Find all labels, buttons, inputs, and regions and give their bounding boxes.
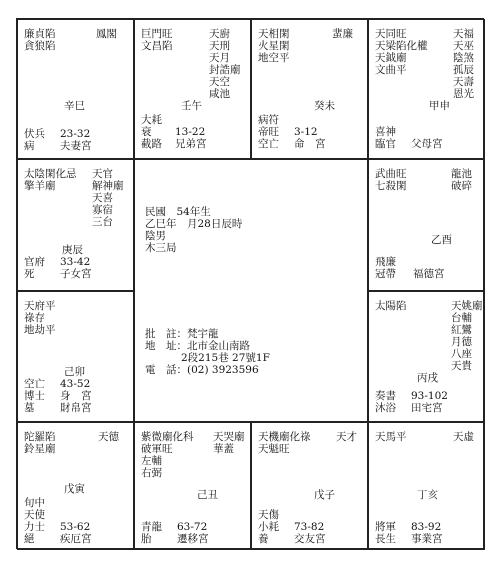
stem-branch: 丁亥 bbox=[417, 489, 438, 501]
palace-chen bbox=[17, 159, 134, 291]
minor-star: 截路 bbox=[141, 138, 162, 150]
minor-star: 青龍 bbox=[141, 521, 162, 533]
star: 陀羅陷 bbox=[24, 431, 56, 443]
ziwei-chart bbox=[16, 18, 484, 549]
star: 武曲旺 bbox=[375, 168, 407, 180]
life-stage: 長生 bbox=[375, 533, 396, 545]
life-stage: 絕 bbox=[24, 533, 35, 545]
stem-branch: 己卯 bbox=[64, 366, 85, 378]
life-stage: 病 bbox=[24, 140, 35, 152]
star: 天鉞廟 bbox=[375, 52, 407, 64]
stem-branch: 庚辰 bbox=[62, 244, 83, 256]
age-range: 73-82 bbox=[294, 521, 325, 533]
star: 七殺閑 bbox=[375, 180, 407, 192]
palace-you bbox=[368, 159, 485, 291]
star: 鳳閣 bbox=[96, 28, 117, 40]
minor-star: 喜神 bbox=[375, 126, 396, 138]
star: 天虛 bbox=[453, 431, 474, 443]
age-range: 83-92 bbox=[411, 521, 442, 533]
star: 天同旺 bbox=[375, 28, 407, 40]
phone: 電 話：(02) 3923596 bbox=[145, 364, 259, 376]
address-line2: 2段215巷 27號1F bbox=[181, 352, 270, 364]
minor-star: 飛廉 bbox=[375, 256, 396, 268]
palace-name: 財帛宮 bbox=[60, 402, 92, 414]
star: 左輔 bbox=[141, 455, 162, 467]
palace-name: 父母宮 bbox=[411, 138, 443, 150]
minor-star: 將軍 bbox=[375, 521, 396, 533]
star: 咸池 bbox=[209, 88, 230, 100]
star: 天德 bbox=[98, 431, 119, 443]
star: 文曲平 bbox=[375, 64, 407, 76]
star: 解神廟 bbox=[92, 180, 124, 192]
star: 天機廟化祿 bbox=[258, 431, 311, 443]
star: 貪狼陷 bbox=[24, 40, 56, 52]
stem-branch: 丙戌 bbox=[417, 372, 438, 384]
palace-xu bbox=[368, 291, 485, 422]
star: 封誥廟 bbox=[209, 64, 241, 76]
age-range: 3-12 bbox=[294, 126, 318, 138]
star: 三台 bbox=[92, 216, 113, 228]
minor-star: 空亡 bbox=[258, 138, 279, 150]
star: 天喜 bbox=[92, 192, 113, 204]
minor-star: 天使 bbox=[24, 509, 45, 521]
age-range: 43-52 bbox=[60, 378, 91, 390]
minor-star: 官府 bbox=[24, 256, 45, 268]
stem-branch: 辛巳 bbox=[64, 100, 85, 112]
age-range: 23-32 bbox=[60, 128, 91, 140]
star: 華蓋 bbox=[213, 443, 234, 455]
star: 天廚 bbox=[209, 28, 230, 40]
palace-hai bbox=[368, 422, 485, 550]
star: 火星閑 bbox=[258, 40, 290, 52]
star: 天月 bbox=[209, 52, 230, 64]
star: 孤辰 bbox=[453, 64, 474, 76]
stem-branch: 癸未 bbox=[314, 100, 335, 112]
life-stage: 臨官 bbox=[375, 138, 396, 150]
star: 地劫平 bbox=[24, 324, 56, 336]
star: 月德 bbox=[451, 336, 472, 348]
palace-wei bbox=[251, 19, 368, 159]
palace-mao bbox=[17, 291, 134, 422]
stem-branch: 壬午 bbox=[181, 100, 202, 112]
star: 天魁旺 bbox=[258, 443, 290, 455]
palace-zi bbox=[251, 422, 368, 550]
element-bureau: 木三局 bbox=[145, 242, 177, 254]
stem-branch: 甲申 bbox=[429, 100, 450, 112]
life-stage: 沐浴 bbox=[375, 402, 396, 414]
star: 天哭廟 bbox=[213, 431, 245, 443]
minor-star: 奏書 bbox=[375, 390, 396, 402]
palace-name: 疾厄宮 bbox=[60, 533, 92, 545]
star: 陰煞 bbox=[453, 52, 474, 64]
star: 寡宿 bbox=[92, 204, 113, 216]
minor-star: 空亡 bbox=[24, 378, 45, 390]
age-range: 63-72 bbox=[177, 521, 208, 533]
palace-name: 遷移宮 bbox=[177, 533, 209, 545]
palace-name: 夫妻宮 bbox=[60, 140, 92, 152]
minor-star: 博士 bbox=[24, 390, 45, 402]
star: 右弼 bbox=[141, 467, 162, 479]
star: 天空 bbox=[209, 76, 230, 88]
life-stage: 墓 bbox=[24, 402, 35, 414]
palace-si bbox=[17, 19, 134, 159]
star: 天福 bbox=[453, 28, 474, 40]
birth-date: 乙巳年 月28日辰時 bbox=[145, 218, 243, 230]
palace-chou bbox=[134, 422, 251, 550]
palace-name: 兄弟宮 bbox=[175, 138, 207, 150]
star: 天府平 bbox=[24, 300, 56, 312]
minor-star: 天傷 bbox=[258, 509, 279, 521]
minor-star: 伏兵 bbox=[24, 128, 45, 140]
star: 天馬平 bbox=[375, 431, 407, 443]
star: 天相閑 bbox=[258, 28, 290, 40]
minor-star: 大耗 bbox=[141, 114, 162, 126]
star: 龍池 bbox=[451, 168, 472, 180]
star: 紅鸞 bbox=[451, 324, 472, 336]
palace-name: 交友宮 bbox=[294, 533, 326, 545]
age-range: 53-62 bbox=[60, 521, 91, 533]
star: 太陽陷 bbox=[375, 300, 407, 312]
birth-year: 民國 54年生 bbox=[145, 206, 211, 218]
star: 破軍旺 bbox=[141, 443, 173, 455]
star: 天刑 bbox=[209, 40, 230, 52]
palace-si-left-stars bbox=[24, 28, 56, 52]
palace-name: 福德宮 bbox=[413, 268, 445, 280]
stem-branch: 己丑 bbox=[197, 489, 218, 501]
age-range: 33-42 bbox=[60, 256, 91, 268]
star: 文昌陷 bbox=[141, 40, 173, 52]
star: 天梁陷化權 bbox=[375, 40, 428, 52]
star: 地空平 bbox=[258, 52, 290, 64]
palace-name: 事業宮 bbox=[411, 533, 443, 545]
star: 台輔 bbox=[451, 312, 472, 324]
address: 地 址：北市金山南路 bbox=[145, 340, 250, 352]
palace-yin bbox=[17, 422, 134, 550]
stem-branch: 戊子 bbox=[314, 489, 335, 501]
palace-wu bbox=[134, 19, 251, 159]
life-stage: 帝旺 bbox=[258, 126, 279, 138]
star: 天貴 bbox=[451, 360, 472, 372]
life-stage: 養 bbox=[258, 533, 269, 545]
life-stage: 衰 bbox=[141, 126, 152, 138]
palace-name: 命 宮 bbox=[294, 138, 326, 150]
star: 恩光 bbox=[453, 88, 474, 100]
star: 巨門旺 bbox=[141, 28, 173, 40]
star: 祿存 bbox=[24, 312, 45, 324]
age-range: 13-22 bbox=[175, 126, 206, 138]
star: 蜚廉 bbox=[332, 28, 353, 40]
life-stage: 死 bbox=[24, 268, 35, 280]
age-range: 93-102 bbox=[411, 390, 448, 402]
palace-name: 田宅宮 bbox=[411, 402, 443, 414]
gender: 陰男 bbox=[145, 230, 166, 242]
star: 天壽 bbox=[453, 76, 474, 88]
stem-branch: 戊寅 bbox=[64, 483, 85, 495]
star: 太陰閑化忌 bbox=[24, 168, 77, 180]
palace-shen bbox=[368, 19, 485, 159]
star: 廉貞陷 bbox=[24, 28, 56, 40]
life-stage: 冠帶 bbox=[375, 268, 396, 280]
star: 八座 bbox=[451, 348, 472, 360]
star: 天姚廟 bbox=[451, 300, 483, 312]
minor-star: 旬中 bbox=[24, 497, 45, 509]
star: 破碎 bbox=[451, 180, 472, 192]
minor-star: 病符 bbox=[258, 114, 279, 126]
star: 鈴星廟 bbox=[24, 443, 56, 455]
body-palace: 身 宮 bbox=[60, 390, 92, 402]
stem-branch: 乙酉 bbox=[431, 234, 452, 246]
minor-star: 力士 bbox=[24, 521, 45, 533]
life-stage: 胎 bbox=[141, 533, 152, 545]
palace-name: 子女宮 bbox=[60, 268, 92, 280]
star: 天巫 bbox=[453, 40, 474, 52]
star: 擎羊廟 bbox=[24, 180, 56, 192]
annotator: 批 註：梵宇龍 bbox=[145, 328, 219, 340]
center-info bbox=[134, 159, 368, 422]
star: 紫微廟化科 bbox=[141, 431, 194, 443]
star: 天官 bbox=[92, 168, 113, 180]
star: 天才 bbox=[336, 431, 357, 443]
minor-star: 小耗 bbox=[258, 521, 279, 533]
